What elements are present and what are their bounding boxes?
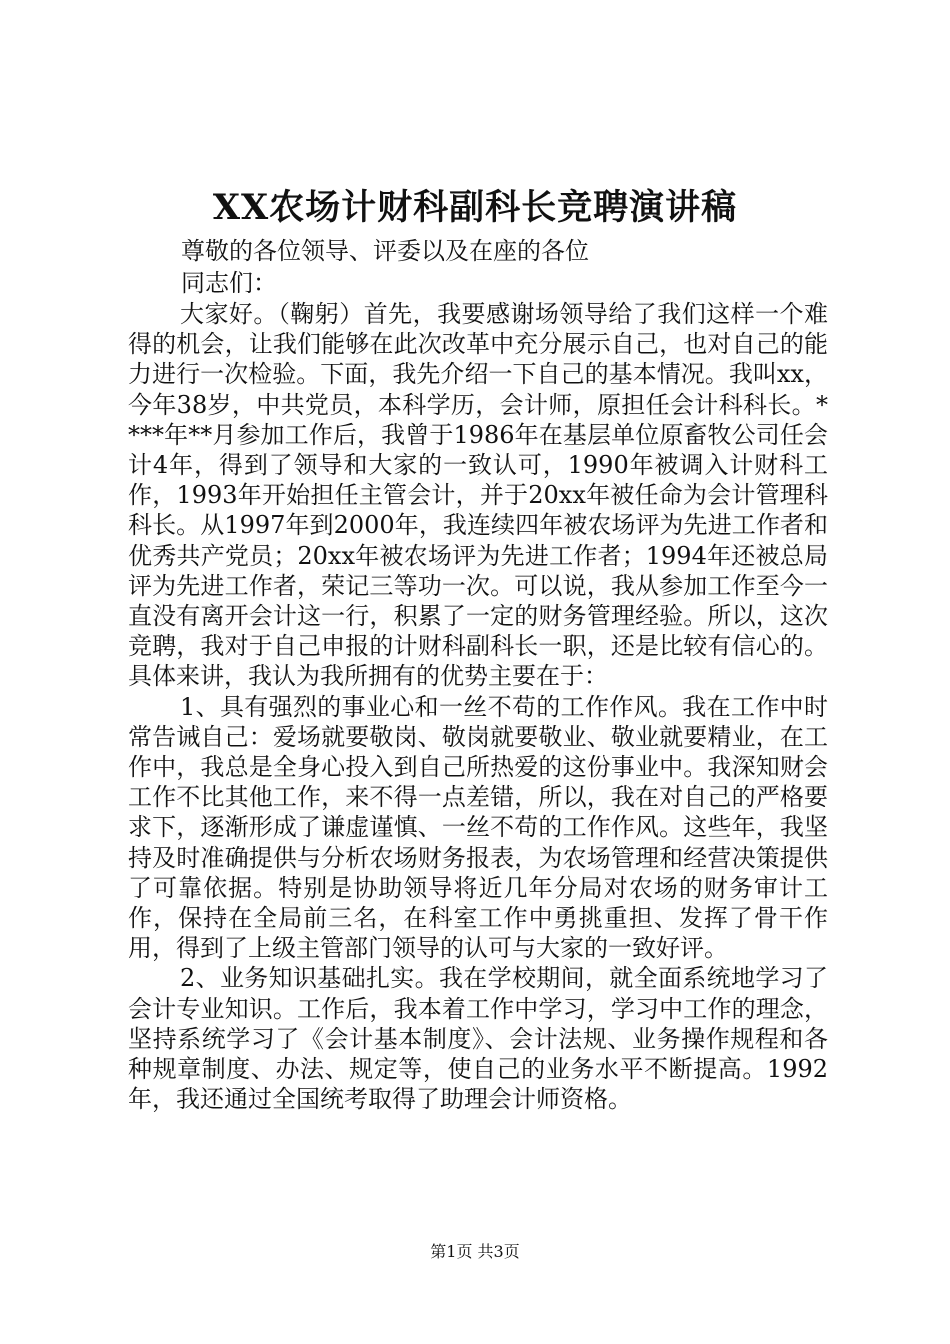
paragraph-point-1: 1、具有强烈的事业心和一丝不苟的工作作风。我在工作中时常告诫自己：爱场就要敬岗、敬岗就要敬业、敬业就要精业，在工作中，我总是全身心投入到自己所热爱的这份事业中。我深知财会工作不比其他工作，来不得一点差错，所以，我在对自己的严格要求下，逐渐形成了谦虚谨慎、一丝不苟的工作作风。这些年，我坚持及时准确提供与分析农场财务报表，为农场管理和经营决策提供了可靠依据。特别是协助领导将近几年分局对农场的财务审计工作，保持在全局前三名，在科室工作中勇挑重担、发挥了骨干作用，得到了上级主管部门领导的认可与大家的一致好评。 bbox=[128, 692, 828, 963]
page-footer: 第1页 共3页 bbox=[430, 1242, 520, 1261]
salutation-line-1: 尊敬的各位领导、评委以及在座的各位 bbox=[181, 237, 589, 265]
paragraph-intro: 大家好。（鞠躬）首先，我要感谢场领导给了我们这样一个难得的机会，让我们能够在此次改革中充分展示自己，也对自己的能力进行一次检验。下面，我先介绍一下自己的基本情况。我叫xx，今年38岁，中共党员，本科学历，会计师，原担任会计科科长。****年**月参加工作后，我曾于1986年在基层单位原畜牧公司任会计4年，得到了领导和大家的一致认可，1990年被调入计财科工作，1993年开始担任主管会计，并于20xx年被任命为会计管理科科长。从1997年到2000年，我连续四年被农场评为先进工作者和优秀共产党员；20xx年被农场评为先进工作者；1994年还被总局评为先进工作者，荣记三等功一次。可以说，我从参加工作至今一直没有离开会计这一行，积累了一定的财务管理经验。所以，这次竞聘，我对于自己申报的计财科副科长一职，还是比较有信心的。具体来讲，我认为我所拥有的优势主要在于： bbox=[128, 300, 828, 691]
paragraph-point-2: 2、业务知识基础扎实。我在学校期间，就全面系统地学习了会计专业知识。工作后，我本着工作中学习，学习中工作的理念，坚持系统学习了《会计基本制度》、会计法规、业务操作规程和各种规章制度、办法、规定等，使自己的业务水平不断提高。1992年，我还通过全国统考取得了助理会计师资格。 bbox=[128, 964, 828, 1114]
document-title: XX农场计财科副科长竞聘演讲稿 bbox=[212, 187, 738, 228]
document-body bbox=[128, 299, 828, 1114]
salutation bbox=[181, 235, 641, 299]
salutation-line-2: 同志们： bbox=[181, 269, 277, 297]
